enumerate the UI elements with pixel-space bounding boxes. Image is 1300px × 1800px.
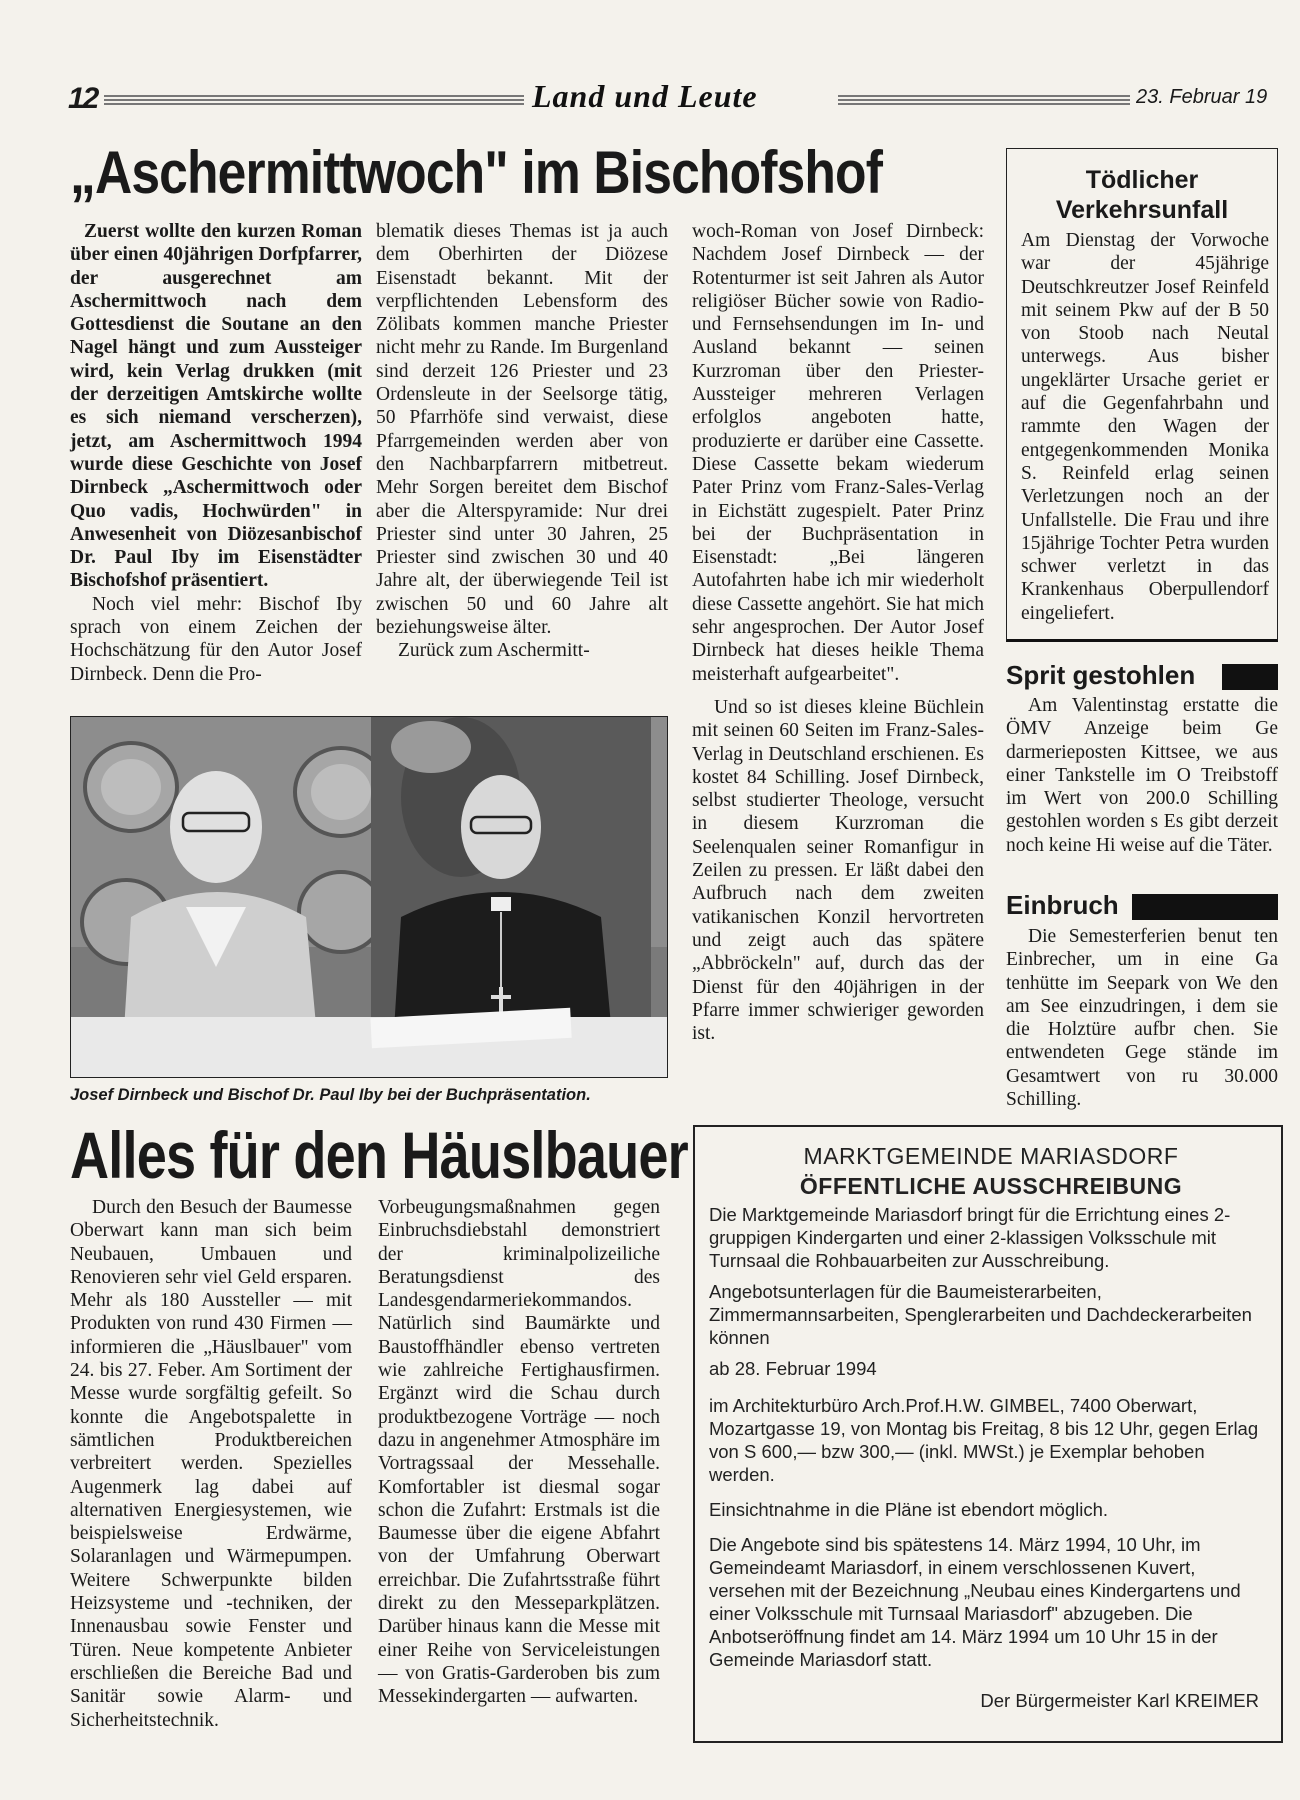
article1-col3-p2: Und so ist dieses kleine Büchlein mit seinen 60 Seiten im Franz-Sales-Verlag in Deutschland erschienen. Es kostet 84 Schilling. Josef Dirnbeck, selbst studierter Theologe, versucht in diesem Kurzroman die Seelenqualen seiner Romanfigur in Zeilen zu pressen. Er läßt dabei den Aufbruch nach dem zweiten vatikanischen Konzil hervortreten und zeigt auch das spätere „Abbröckeln" auf, durch das der Dienst für den 40jährigen in der Pfarre immer schwieriger geworden ist. [692,696,984,1045]
article2-col2: Vorbeugungsmaßnahmen gegen Einbruchsdiebstahl demonstriert der kriminalpolizeiliche Beratungsdienst des Landesgendarmeriekommandos. Natürlich sind Baumärkte und Baustoffhändler ebenso vertreten wie zahlreiche Fertighausfirmen. Ergänzt wird die Schau durch produktbezogene Vorträge — noch dazu in angenehmer Atmosphäre im Vortragssaal der Messehalle. Komfortabler ist diesmal sogar schon die Zufahrt: Erstmals ist die Baumesse über die eigene Abfahrt von der Umfahrung Oberwart erreichbar. Die Zufahrtsstraße führt direkt zu den Messeparkplätzen. Darüber hinaus kann die Messe mit einer Reihe von Serviceleistungen — von Gratis-Garderoben bis zum Messekindergarten — aufwarten. [378,1197,660,1708]
accident-box [1006,148,1278,642]
article1-title: „Aschermittwoch" im Bischofshof [70,139,883,206]
einbruch-title: Einbruch [1006,890,1119,920]
sprit-title: Sprit gestohlen [1006,660,1196,690]
einbruch-heading [1006,890,1278,920]
notice-heading-1: MARKTGEMEINDE MARIASDORF [803,1143,1179,1169]
sprit-heading [1006,660,1278,690]
notice-paragraph-3: ab 28. Februar 1994 [709,1358,877,1379]
article1-photo [70,716,668,1078]
notice-paragraph-4: im Architekturbüro Arch.Prof.H.W. GIMBEL, 7400 Oberwart, Mozartgasse 19, von Montag bis Freitag, 8 bis 12 Uhr, gegen Erlag von S 600,— bzw 300,— (inkl. MWSt.) je Exemplar behoben werden. [709,1395,1259,1485]
sprit-text: Am Valentinstag erstatte die ÖMV Anzeige beim Ge darmerieposten Kittsee, we aus einer Tankstelle im O Treibstoff im Wert von 200.0 Schilling gestohlen worden s Es gibt derzeit noch keine Hi weise auf die Täter. [1006,695,1278,856]
header-rule-right [838,95,1130,105]
article1-col1 [70,220,362,686]
article2-col1: Durch den Besuch der Baumesse Oberwart kann man sich beim Neubauen, Umbauen und Renovieren sehr viel Geld ersparen. Mehr als 180 Aussteller — mit Produkten von rund 430 Firmen — informieren die „Häuslbauer" vom 24. bis 27. Feber. Am Sortiment der Messe wurde sorgfältig gefeilt. So konnte die Angebotspalette in sämtlichen Produktbereichen verbreitert werden. Spezielles Augenmerk lag dabei auf alternativen Energiesystemen, wie beispielsweise Erdwärme, Solaranlagen und Wärmepumpen. Weitere Schwerpunkte bilden Heizsysteme und -techniken, der Innenausbau sowie Fenster und Türen. Neue kompetente Anbieter erschließen die Bereiche Bad und Sanitär sowie Alarm- und Sicherheitstechnik. [70,1197,352,1731]
notice-signature: Der Bürgermeister Karl KREIMER [980,1690,1259,1711]
article1-caption: Josef Dirnbeck und Bischof Dr. Paul Iby bei der Buchpräsentation. [70,1086,591,1104]
public-notice-box [693,1125,1283,1743]
einbruch-text: Die Semesterferien benut ten Einbrecher, um in eine Ga tenhütte im Seepark von We den am See einzudringen, i dem sie die Holztüre aufbr chen. Sie entwendeten Gege stände im Gesamtwert von ru 30.000 Schilling. [1006,926,1278,1111]
page-number: 12 [68,82,98,115]
sprit-bar [1222,664,1278,690]
header-rule-left [104,95,524,105]
article1-col3-p1: woch-Roman von Josef Dirnbeck: Nachdem Josef Dirnbeck — der Rotenturmer ist seit Jahren als Autor religiöser Bücher sowie von Radio- und Fernsehsendungen im In- und Ausland bekannt — seinen Kurzroman über den Priester-Aussteiger mehreren Verlagen erfolglos angeboten hatte, produzierte er darüber eine Cassette. Diese Cassette bekam wiederum Pater Prinz vom Franz-Sales-Verlag in Eichstätt zugespielt. Pater Prinz bei der Buchpräsentation in Eisenstadt: „Bei längeren Autofahrten habe ich mir wiederholt diese Cassette angehört. Sie hat mich sehr angesprochen. Der Autor Josef Dirnbeck hat dieses heikle Thema meisterhaft aufgearbeitet". [692,221,984,685]
header-date: 23. Februar 19 [1136,86,1268,108]
article1-col2-p2: Zurück zum Aschermitt- [398,640,590,662]
article1-col2-p1: blematik dieses Themas ist ja auch dem Oberhirten der Diözese Eisenstadt bekannt. Mit der verpflichtenden Lebensform des Zölibats kommen manche Priester nicht mehr zu Rande. Im Burgenland sind derzeit 126 Priester und 23 Ordensleute in der Seelsorge tätig, 50 Pfarrhöfe sind verwaist, diese Pfarrgemeinden werden aber von den Nachbarpfarrern mitbetreut. Mehr Sorgen bereitet dem Bischof aber die Alterspyramide: Nur drei Priester sind unter 30 Jahren, 25 Priester sind zwischen 30 und 40 Jahre alt, der überwiegende Teil ist zwischen 50 und 60 Jahre alt beziehungsweise älter. [376,221,668,639]
accident-title-line2: Verkehrsunfall [1055,196,1229,224]
article1-col2 [376,220,668,663]
article1-lead: Zuerst wollte den kurzen Roman über einen 40jährigen Dorfpfarrer, der ausgerechnet am Aschermittwoch nach dem Gottesdienst die Soutane an den Nagel hängt und zum Aussteiger wird, kein Verlag drukken (mit der derzeitigen Amtskirche wollte es sich niemand verscherzen), jetzt, am Aschermittwoch 1994 wurde diese Geschichte von Josef Dirnbeck „Aschermittwoch oder Quo vadis, Hochwürden" in Anwesenheit von Diözesanbischof Dr. Paul Iby im Eisenstädter Bischofshof präsentiert. [70,221,362,592]
notice-paragraph-6: Die Angebote sind bis spätestens 14. März 1994, 10 Uhr, im Gemeindeamt Mariasdorf, in einem verschlossenen Kuvert, versehen mit der Bezeichnung „Neubau eines Kindergartens und einer Volksschule mit Turnsaal Mariasdorf" abzugeben. Die Anbotseröffnung findet am 14. März 1994 um 10 Uhr 15 in der Gemeinde Mariasdorf statt. [709,1534,1241,1670]
accident-title-line1: Tödlicher [1085,166,1199,194]
notice-paragraph-2: Angebotsunterlagen für die Baumeisterarbeiten, Zimmermannsarbeiten, Spenglerarbeiten und Dachdeckerarbeiten können [709,1281,1252,1348]
notice-paragraph-5: Einsichtnahme in die Pläne ist ebendort möglich. [709,1499,1109,1520]
accident-text: Am Dienstag der Vorwoche war der 45jährige Deutschkreutzer Josef Reinfeld mit seinem Pkw auf der B 50 von Stoob nach Neutal unterwegs. Aus bisher ungeklärter Ursache geriet er auf die Gegenfahrbahn und rammte den Wagen der entgegenkommenden Monika S. Reinfeld erlag seinen Verletzungen noch an der Unfallstelle. Die Frau und ihre 15jährige Tochter Petra wurden schwer verletzt in das Krankenhaus Oberpullendorf eingeliefert. [1021,230,1269,624]
masthead: Land und Leute [532,78,758,114]
notice-paragraph-1: Die Marktgemeinde Mariasdorf bringt für die Errichtung eines 2-gruppigen Kindergarten und einer 2-klassigen Volksschule mit Turnsaal die Rohbauarbeiten zur Ausschreibung. [709,1204,1231,1271]
article1-col3 [692,220,984,1045]
notice-heading-2: ÖFFENTLICHE AUSSCHREIBUNG [799,1173,1183,1199]
article1-col1-p2: Noch viel mehr: Bischof Iby sprach von einem Zeichen der Hochschätzung für den Autor Josef Dirnbeck. Denn die Pro- [70,593,362,685]
photo-illustration [71,717,668,1078]
einbruch-bar [1132,894,1278,920]
article2-title: Alles für den Häuslbauer [70,1118,688,1192]
